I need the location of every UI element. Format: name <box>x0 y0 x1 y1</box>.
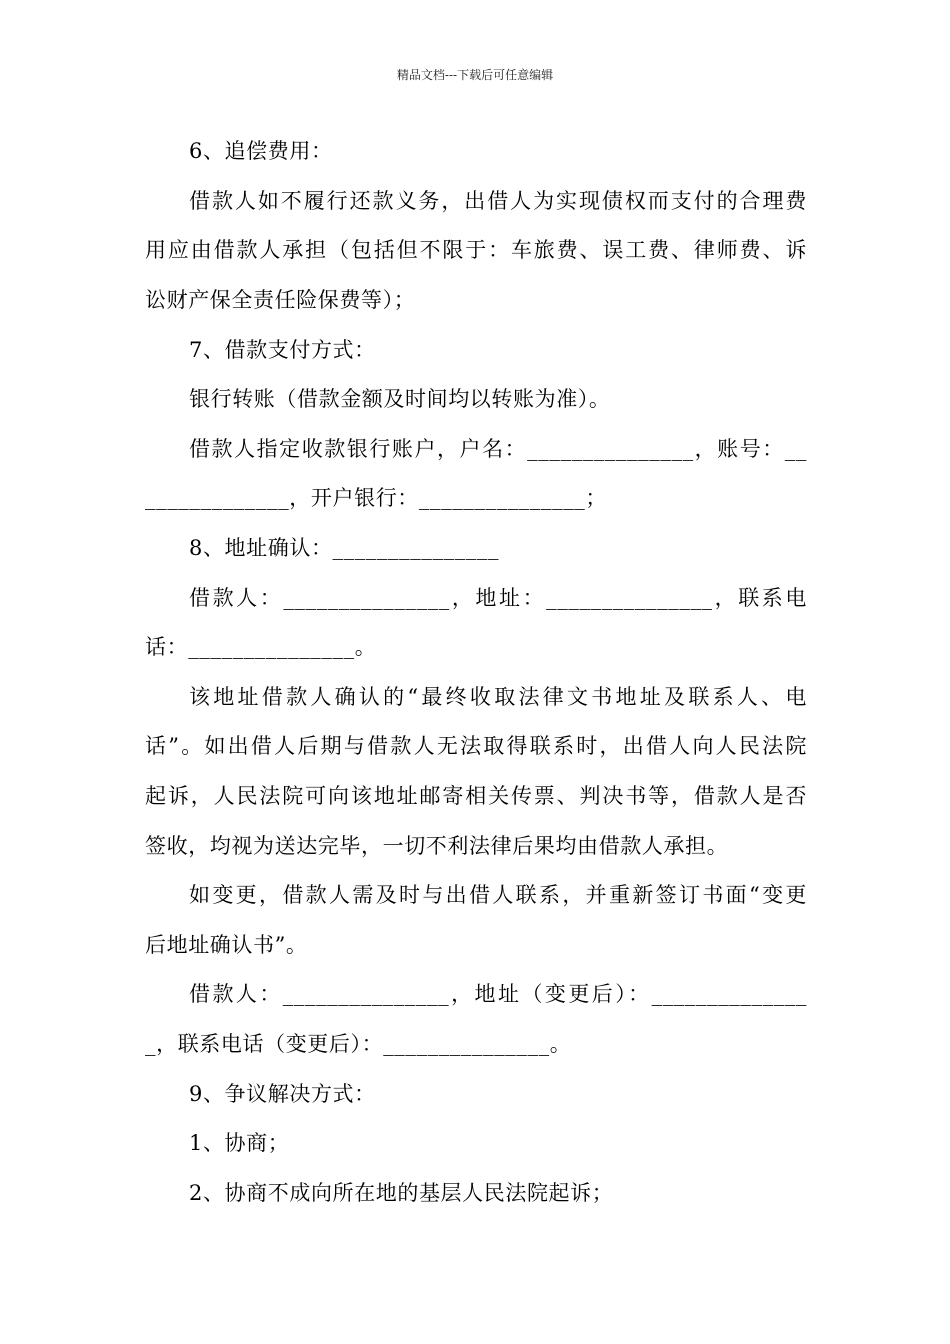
paragraph-line: 起诉，人民法院可向该地址邮寄相关传票、判决书等，借款人是否 <box>145 784 807 808</box>
paragraph-line: 借款人如不履行还款义务，出借人为实现债权而支付的合理费 <box>189 189 807 213</box>
paragraph-line: 该地址借款人确认的“最终收取法律文书地址及联系人、电 <box>189 685 807 709</box>
paragraph-line: 话”。如出借人后期与借款人无法取得联系时，出借人向人民法院 <box>145 734 807 758</box>
paragraph-line: 借款人指定收款银行账户，户名：_______________，账号：__ <box>189 437 807 461</box>
section-heading: 6、追偿费用： <box>189 139 333 163</box>
paragraph-line: 讼财产保全责任险保费等）； <box>145 288 416 312</box>
paragraph-line: 银行转账（借款金额及时间均以转账为准）。 <box>189 387 611 411</box>
list-item: 1、协商； <box>189 1131 290 1155</box>
paragraph-line: 后地址确认书”。 <box>145 933 308 957</box>
paragraph-line: 签收，均视为送达完毕，一切不利法律后果均由借款人承担。 <box>145 834 729 858</box>
paragraph-line: 借款人：_______________，地址（变更后）：______________ <box>189 982 807 1006</box>
paragraph-line: _____________，开户银行：_______________； <box>145 486 607 510</box>
paragraph-line: 如变更，借款人需及时与出借人联系，并重新签订书面“变更 <box>189 883 807 907</box>
paragraph-line: 借款人：_______________，地址：_______________，联系电 <box>189 586 807 610</box>
section-heading: 7、借款支付方式： <box>189 338 376 362</box>
paragraph-line: _，联系电话（变更后）：_______________。 <box>145 1032 572 1056</box>
list-item: 2、协商不成向所在地的基层人民法院起诉； <box>189 1181 614 1205</box>
paragraph-line: 话：_______________。 <box>145 635 377 659</box>
section-heading: 8、地址确认：_______________ <box>189 536 500 560</box>
section-heading: 9、争议解决方式： <box>189 1082 376 1106</box>
paragraph-line: 用应由借款人承担（包括但不限于：车旅费、误工费、律师费、诉 <box>145 238 807 262</box>
page-header: 精品文档---下载后可任意编辑 <box>396 68 554 82</box>
